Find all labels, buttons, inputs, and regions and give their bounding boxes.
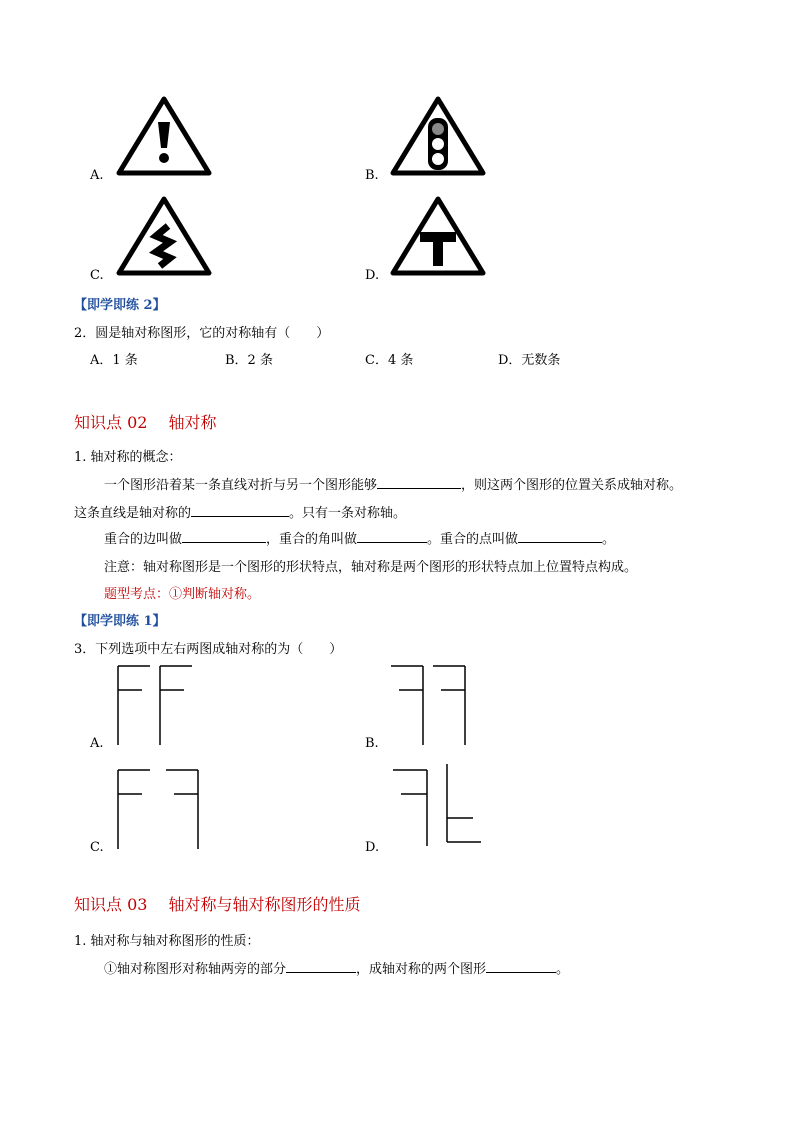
section-heading-kp02: 知识点 02 轴对称 <box>74 413 217 432</box>
practice-2-heading: 【即学即练 2】 <box>74 298 166 313</box>
kp02-exam-point: 题型考点：①判断轴对称。 <box>104 587 261 602</box>
q2-option-d: D．无数条 <box>498 353 561 368</box>
q3-option-c-figure <box>110 764 200 856</box>
kp02-note: 注意：轴对称图形是一个图形的形状特点，轴对称是两个图形的形状特点加上位置特点构成。 <box>104 560 638 575</box>
q3-option-c-label: C. <box>90 840 104 855</box>
fill-blank[interactable] <box>182 528 266 543</box>
q3-option-d-label: D. <box>365 840 380 855</box>
fill-blank[interactable] <box>357 528 427 543</box>
kp02-p3-text-a: 重合的边叫做 <box>104 532 183 547</box>
kp02-p1-text-b: ，则这两个图形的位置关系成轴对称。 <box>461 478 683 493</box>
kp03-p1-text-c: 。 <box>556 962 570 977</box>
exclamation-warning-sign-icon <box>116 96 212 176</box>
q1-option-b-label: B. <box>365 168 379 183</box>
q2-option-a: A．1 条 <box>90 353 138 368</box>
fill-blank[interactable] <box>377 474 461 489</box>
q3-option-a-figure <box>110 660 200 752</box>
section-heading-kp03: 知识点 03 轴对称与轴对称图形的性质 <box>74 895 361 914</box>
question-2-text: 2．圆是轴对称图形，它的对称轴有（ ） <box>74 326 330 341</box>
fill-blank[interactable] <box>286 958 356 973</box>
q1-option-a-label: A. <box>90 168 104 183</box>
q3-option-d-figure <box>385 762 485 854</box>
q1-option-d-label: D. <box>365 268 380 283</box>
practice-1-heading: 【即学即练 1】 <box>74 614 166 629</box>
q3-option-b-figure <box>385 660 475 752</box>
kp03-p1-text-a: ①轴对称图形对称轴两旁的部分 <box>104 962 287 977</box>
kp02-p2-text-b: 。只有一条对称轴。 <box>289 506 407 521</box>
traffic-light-warning-sign-icon <box>390 96 486 176</box>
question-3-text: 3．下列选项中左右两图成轴对称的为（ ） <box>74 642 343 657</box>
kp03-p1-text-b: ，成轴对称的两个图形 <box>356 962 487 977</box>
kp02-item-1: 1. 轴对称的概念： <box>74 450 182 465</box>
kp03-paragraph-1 <box>104 958 569 977</box>
kp02-p3-text-d: 。 <box>602 532 616 547</box>
kp02-p3-text-c: 。重合的点叫做 <box>427 532 519 547</box>
kp02-paragraph-1 <box>104 474 682 493</box>
fill-blank[interactable] <box>486 958 556 973</box>
kp02-paragraph-3 <box>104 528 615 547</box>
kp02-p1-text-a: 一个图形沿着某一条直线对折与另一个图形能够 <box>104 478 378 493</box>
fill-blank[interactable] <box>191 502 289 517</box>
fill-blank[interactable] <box>518 528 602 543</box>
kp02-p3-text-b: ，重合的角叫做 <box>266 532 358 547</box>
t-junction-warning-sign-icon <box>390 196 486 276</box>
q3-option-b-label: B. <box>365 736 379 751</box>
kp02-paragraph-2 <box>74 502 406 521</box>
q2-option-b: B．2 条 <box>225 353 273 368</box>
q2-option-c: C．4 条 <box>365 353 414 368</box>
kp02-p2-text-a: 这条直线是轴对称的 <box>74 506 192 521</box>
q1-option-c-label: C. <box>90 268 104 283</box>
q3-option-a-label: A. <box>90 736 104 751</box>
winding-road-warning-sign-icon <box>116 196 212 276</box>
kp03-item-1: 1. 轴对称与轴对称图形的性质： <box>74 934 260 949</box>
